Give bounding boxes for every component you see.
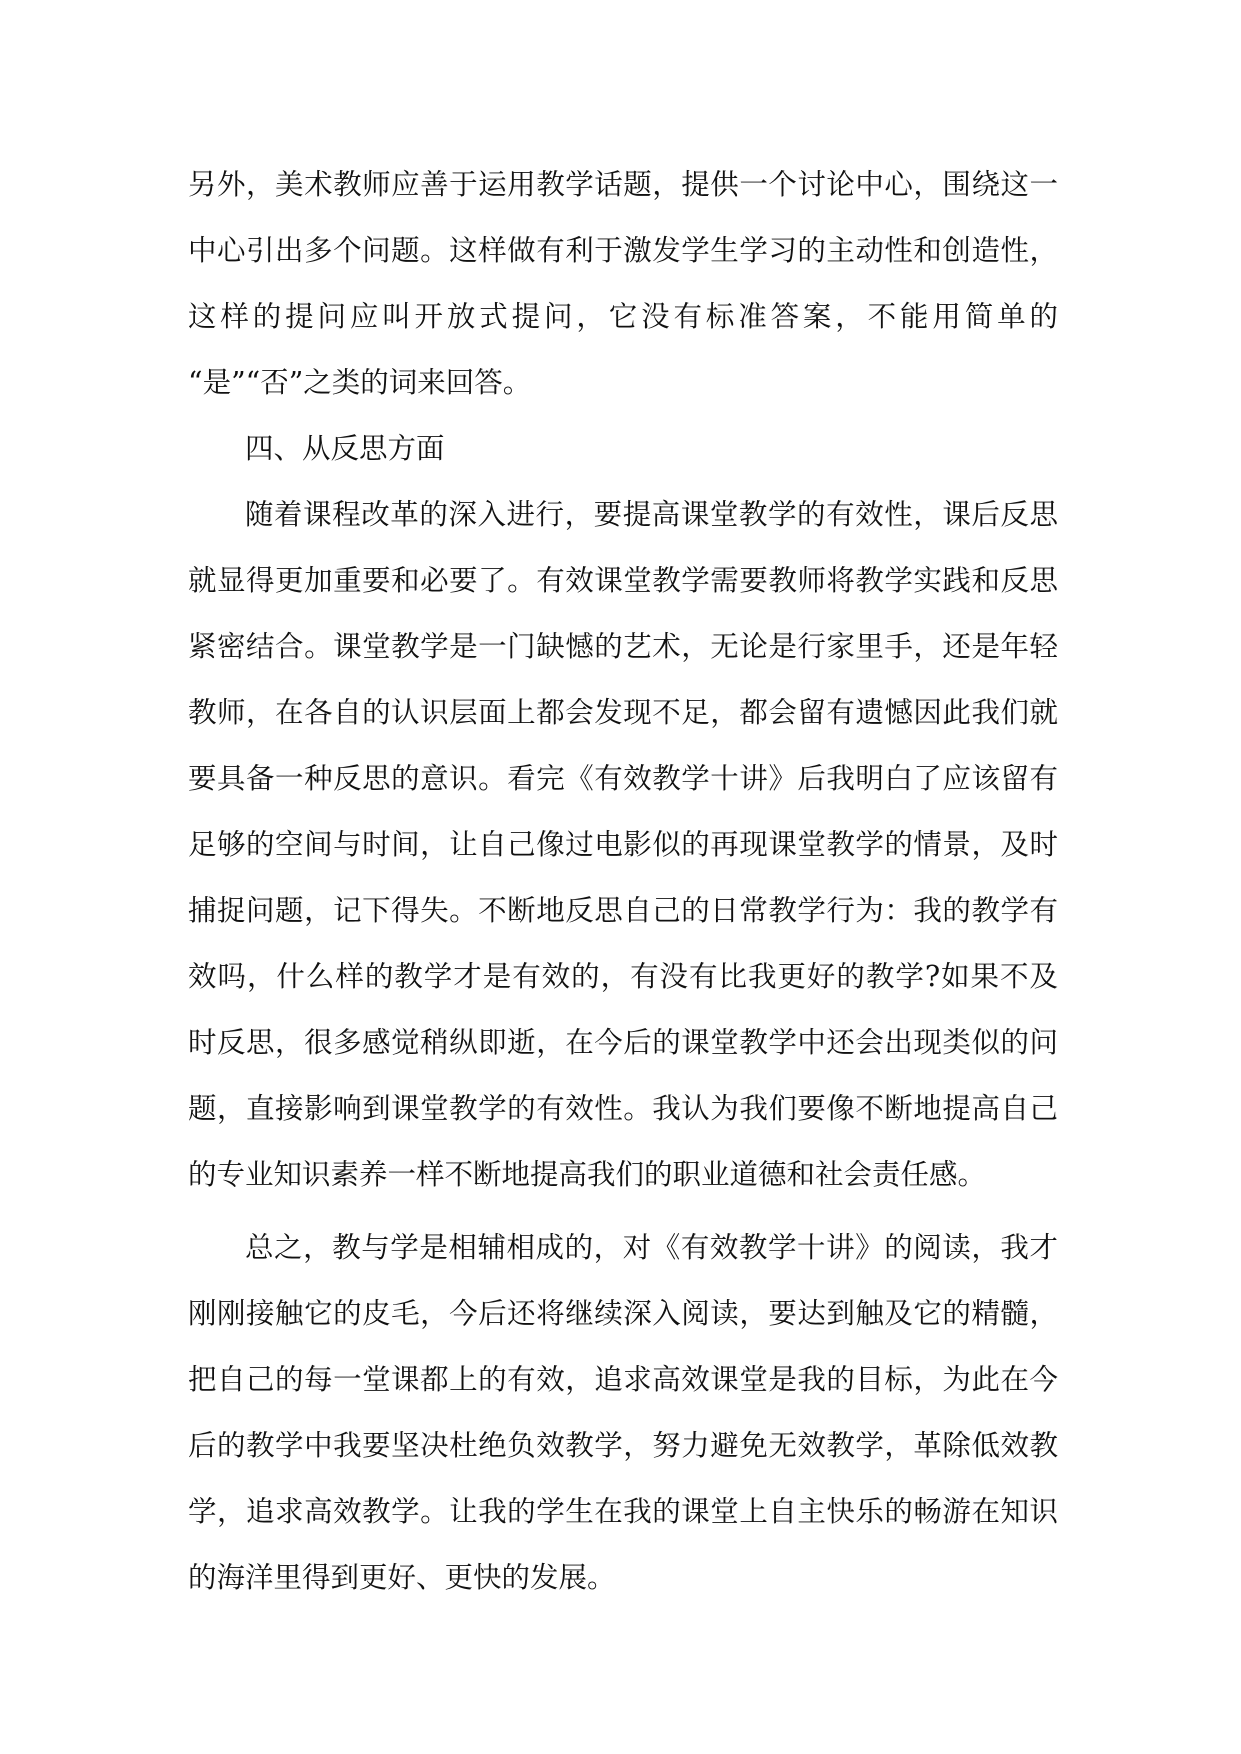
text-line: 捕捉问题，记下得失。不断地反思自己的日常教学行为：我的教学有: [188, 894, 1058, 927]
text-line: 就显得更加重要和必要了。有效课堂教学需要教师将教学实践和反思: [188, 564, 1058, 597]
text-line: 足够的空间与时间，让自己像过电影似的再现课堂教学的情景，及时: [188, 828, 1058, 861]
text-line: 教师，在各自的认识层面上都会发现不足，都会留有遗憾因此我们就: [188, 696, 1058, 729]
paragraph-3: [188, 482, 1058, 1208]
paragraph-4: [188, 1215, 1058, 1611]
text-line: 的海洋里得到更好、更快的发展。: [188, 1561, 616, 1594]
text-line: 总之，教与学是相辅相成的，对《有效教学十讲》的阅读，我才: [245, 1231, 1058, 1264]
text-line: 刚刚接触它的皮毛，今后还将继续深入阅读，要达到触及它的精髓，: [188, 1297, 1058, 1330]
text-line: 紧密结合。课堂教学是一门缺憾的艺术，无论是行家里手，还是年轻: [188, 630, 1058, 663]
text-line: 题，直接影响到课堂教学的有效性。我认为我们要像不断地提高自己: [188, 1092, 1058, 1125]
text-line: 效吗，什么样的教学才是有效的，有没有比我更好的教学?如果不及: [188, 960, 1058, 993]
text-line: 这样的提问应叫开放式提问，它没有标准答案，不能用简单的: [188, 300, 1058, 333]
text-line: 后的教学中我要坚决杜绝负效教学，努力避免无效教学，革除低效教: [188, 1429, 1058, 1462]
text-line: 把自己的每一堂课都上的有效，追求高效课堂是我的目标，为此在今: [188, 1363, 1058, 1396]
text-line: “是”“否”之类的词来回答。: [188, 366, 532, 399]
text-line: 随着课程改革的深入进行，要提高课堂教学的有效性，课后反思: [245, 498, 1058, 531]
paragraph-gap: [188, 1208, 1058, 1215]
text-line: 中心引出多个问题。这样做有利于激发学生学习的主动性和创造性，: [188, 234, 1058, 267]
text-line: 学，追求高效教学。让我的学生在我的课堂上自主快乐的畅游在知识: [188, 1495, 1058, 1528]
text-line: 时反思，很多感觉稍纵即逝，在今后的课堂教学中还会出现类似的问: [188, 1026, 1058, 1059]
heading-text: 四、从反思方面: [245, 432, 445, 465]
text-line: 另外，美术教师应善于运用教学话题，提供一个讨论中心，围绕这一: [188, 168, 1058, 201]
text-line: 要具备一种反思的意识。看完《有效教学十讲》后我明白了应该留有: [188, 762, 1058, 795]
text-line: 的专业知识素养一样不断地提高我们的职业道德和社会责任感。: [188, 1158, 987, 1191]
paragraph-1: [188, 152, 1058, 416]
document-body: [188, 152, 1058, 1611]
section-heading: [188, 416, 1058, 482]
